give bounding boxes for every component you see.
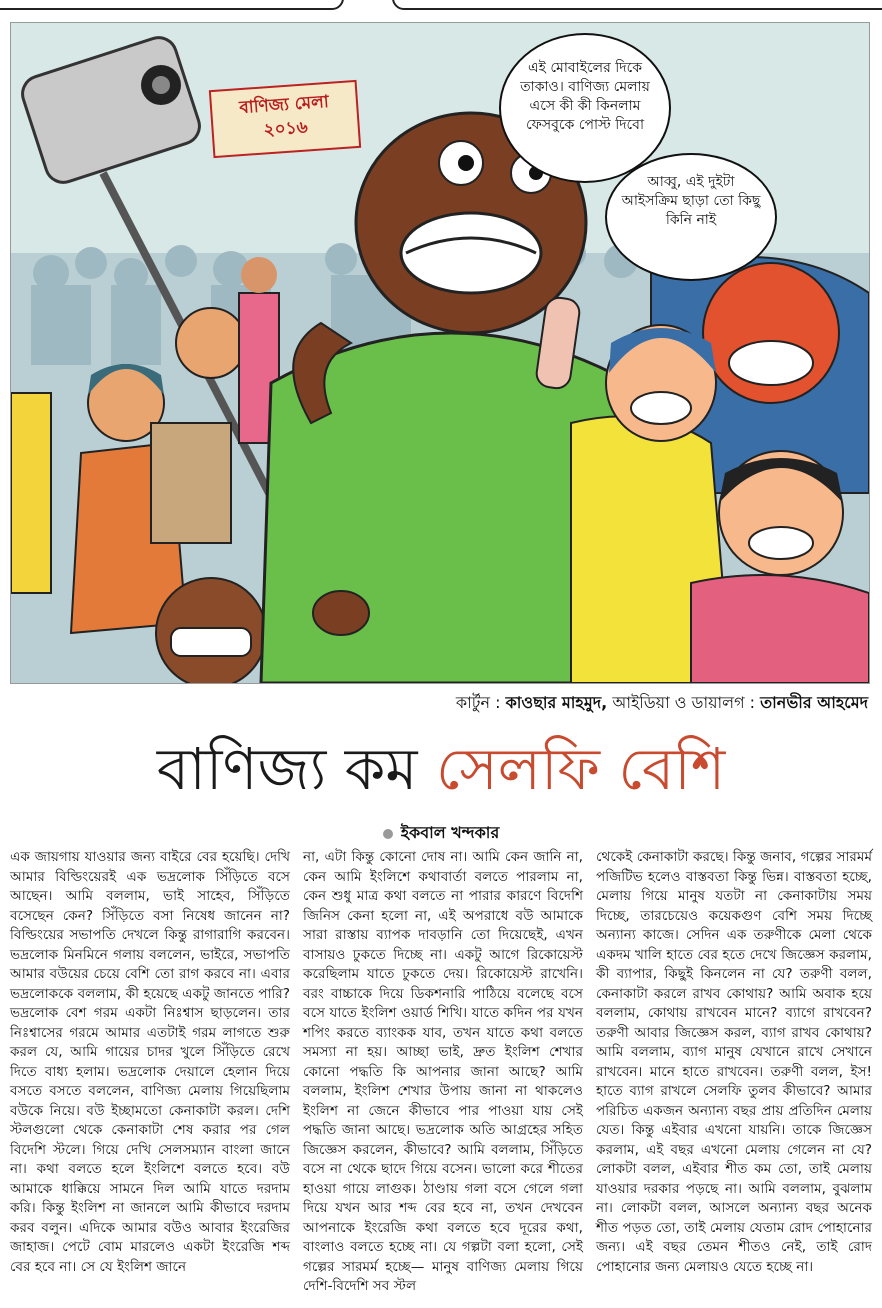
article-column-3: থেকেই কেনাকাটা করছে। কিন্তু জনাব, গল্পের সারমর্ম পজিটিভ হলেও বাস্তবতা কিন্তু ভিন্ন। বাস্তবতা হচ্ছে, মেলায় গিয়ে মানুষ যতটা না কেনাকাটায় সময় দিচ্ছে, তারচেয়েও কয়েকগুণ বেশি সময় দিচ্ছে অন্যান্য কাজে। সেদিন এক তরুণীকে মেলা থেকে একদম খালি হাতে বের হতে দেখে জিজ্ঞেস করলাম, কী ব্যাপার, কিছুই কিনলেন না যে? তরুণী বলল, কেনাকাটা করলে রাখব কোথায়? আমি অবাক হয়ে বললাম, কোথায় রাখবেন মানে? ব্যাগে রাখবেন? তরুণী আবার জিজ্ঞেস করল, ব্যাগ রাখব কোথায়? আমি বললাম, ব্যাগ মানুষ যেখানে রাখে সেখানে রাখবেন। মানে হাতে রাখবেন। তরুণী বলল, ইস! হাতে ব্যাগ রাখলে সেলফি তুলব কীভাবে? আমার পরিচিত একজন অন্যান্য বছর প্রায় প্রতিদিন মেলায় যেত। কিন্তু এইবার এখনো যায়নি। তাকে জিজ্ঞেস করলাম, এই বছর এখনো মেলায় গেলেন না যে? লোকটা বলল, এইবার শীত কম তো, তাই মেলায় যাওয়ার দরকার পড়ছে না। আমি বললাম, বুঝলাম না। লোকটা বলল, আসলে অন্যান্য বছর অনেক শীত পড়ত তো, তাই মেলায় যেতাম রোদ পোহানোর জন্য। এই বছর তেমন শীতও নেই, তাই রোদ পোহানোর জন্য মেলায়ও যেতে হচ্ছে না। xyxy=(596,849,872,1275)
credit-idea-author: তানভীর আহমেদ xyxy=(760,693,868,712)
cartoon-drawing xyxy=(11,23,869,683)
speech-bubble-father xyxy=(499,33,671,183)
article-column-2: না, এটা কিন্তু কোনো দোষ না। আমি কেন জানি না, কেন আমি ইংলিশে কথাবার্তা বলতে পারলাম না, কেন শুধু মাত্র কথা বলতে না পারার কারণে বিদেশি জিনিস কেনা হলো না, এই অপরাধে বউ আমাকে সারা রাস্তায় ব্যাপক দাবড়ানি তো দিয়েছেই, এখন বাসায়ও ঢুকতে দিচ্ছে না। একটু আগে রিকোয়েস্ট করেছিলাম যাতে ঢুকতে দেয়। রিকোয়েস্ট রাখেনি। বরং বাচ্চাকে দিয়ে ডিকশনারি পাঠিয়ে বলেছে বসে বসে যাতে ইংলিশ ওয়ার্ড শিখি। যাতে কদিন পর যখন শপিং করতে ব্যাংকক যাব, তখন যাতে কথা বলতে সমস্যা না হয়। আচ্ছা ভাই, দ্রুত ইংলিশ শেখার কোনো পদ্ধতি কি আপনার জানা আছে? আমি বললাম, ইংলিশ শেখার উপায় জানা না থাকলেও ইংলিশ না জেনে কীভাবে পার পাওয়া যায় সেই পদ্ধতি জানা আছে। ভদ্রলোক অতি আগ্রহের সহিত জিজ্ঞেস করলেন, কীভাবে? আমি বললাম, সিঁড়িতে বসে না থেকে ছাদে গিয়ে বসেন। ভালো করে শীতের হাওয়া গায়ে লাগুক। ঠাণ্ডায় গলা বসে গেলে গলা দিয়ে যখন আর শব্দ বের হবে না, তখন দেখবেন আপনাকে ইংরেজি কথা বলতে হবে দূরের কথা, বাংলাও বলতে হচ্ছে না। যে গল্পটা বলা হলো, সেই গল্পের সারমর্ম হচ্ছে— মানুষ বাণিজ্য মেলায় গিয়ে দেশি-বিদেশি সব স্টল xyxy=(303,849,583,1294)
author-byline xyxy=(0,820,882,847)
trade-fair-banner xyxy=(209,80,361,158)
credit-cartoon-artist: কাওছার মাহমুদ, xyxy=(505,693,608,712)
banner-title: বাণিজ্য মেলা xyxy=(238,91,330,119)
page-top-rule xyxy=(0,0,882,10)
article-column-1: এক জায়গায় যাওয়ার জন্য বাইরে বের হয়েছি। দেখি আমার বিল্ডিংয়েরই এক ভদ্রলোক সিঁড়িতে বসে আছেন। আমি বললাম, ভাই সাহেব, সিঁড়িতে বসেছেন কেন? সিঁড়িতে বসা নিষেধ জানেন না? বিল্ডিংয়ের সভাপতি দেখলে কিন্তু রাগারাগি করবেন। ভদ্রলোক মিনমিনে গলায় বললেন, ভাইরে, সভাপতি আমার বউয়ের চেয়ে বেশি তো রাগ করবে না। এবার ভদ্রলোককে বললাম, কী হয়েছে একটু জানতে পারি? ভদ্রলোক বেশ গরম একটা নিঃশ্বাস ছাড়লেন। তার নিঃশ্বাসের গরমে আমার এতটাই গরম লাগতে শুরু করল যে, আমি গায়ের চাদর খুলে সিঁড়িতে রেখে দিতে বাধ্য হলাম। ভদ্রলোক দেয়ালে হেলান দিয়ে বসতে বসতে বললেন, বাণিজ্য মেলায় গিয়েছিলাম বউকে নিয়ে। বউ ইচ্ছামতো কেনাকাটা করল। দেশি স্টলগুলো থেকে কেনাকাটা শেষ করার পর গেল বিদেশি স্টলে। গিয়ে দেখি সেলসম্যান বাংলা জানে না। কথা বলতে হলে ইংলিশে বলতে হবে। বউ আমাকে ধাক্কিয়ে সামনে দিল আমি যাতে দরদাম করি। কিন্তু ইংলিশ না জানলে আমি কীভাবে দরদাম করব বলুন। এদিকে আমার বউও আবার ইংরেজির জাহাজ। পেটে বোম মারলেও একটা ইংরেজি শব্দ বের হবে না। সে যে ইংলিশ জানে xyxy=(10,849,290,1275)
cartoon-illustration xyxy=(10,22,870,684)
top-border-left xyxy=(0,0,344,10)
cartoon-credit xyxy=(390,690,868,717)
top-border-right xyxy=(392,0,882,10)
credit-idea-label: আইডিয়া ও ডায়ালগ : xyxy=(612,693,756,712)
speech-bubble-child xyxy=(605,153,777,281)
author-name: ইকবাল খন্দকার xyxy=(400,823,500,842)
headline-part-1: বাণিজ্য কম xyxy=(156,735,418,803)
banner-year: ২০১৬ xyxy=(262,117,309,141)
speech-bubble-father-text: এই মোবাইলের দিকে তাকাও। বাণিজ্য মেলায় এসে কী কী কিনলাম ফেসবুকে পোস্ট দিবো xyxy=(520,60,650,133)
credit-cartoon-label: কার্টুন : xyxy=(455,693,501,712)
bullet-dot-icon xyxy=(383,829,393,839)
headline-part-2: সেলফি বেশি xyxy=(435,735,726,803)
speech-bubble-child-text: আব্বু, এই দুইটা আইসক্রিম ছাড়া তো কিছু কিনি নাই xyxy=(621,174,761,228)
article-headline xyxy=(0,734,882,804)
